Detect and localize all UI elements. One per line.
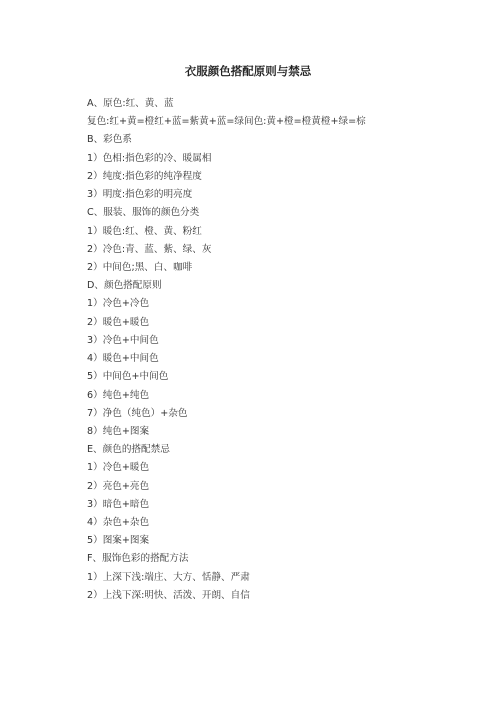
text-line: 1）色相:指色彩的冷、暖属相 [87,152,212,164]
text-line: 3）明度:指色彩的明亮度 [87,189,193,201]
text-line: 1）冷色+冷色 [87,298,150,310]
text-line: 2）亮色+亮色 [87,480,150,492]
text-line: E、颜色的搭配禁忌 [87,444,170,456]
text-line: 2）冷色:青、蓝、紫、绿、灰 [87,243,212,255]
text-line: 1）暖色:红、橙、黄、粉红 [87,225,202,237]
text-line: 2）暖色+暖色 [87,316,150,328]
text-line: 1）上深下浅:端庄、大方、恬静、严肃 [87,571,250,583]
text-line: B、彩色系 [87,134,132,146]
document-body [87,95,467,605]
text-line: C、服装、服饰的颜色分类 [87,207,200,219]
text-line: 7）净色（纯色）+杂色 [87,407,188,419]
document-title: 衣服颜色搭配原则与禁忌 [184,64,312,78]
text-line: 5）中间色+中间色 [87,371,169,383]
text-line: 6）纯色+纯色 [87,389,150,401]
text-line: 2）上浅下深:明快、活泼、开朗、自信 [87,589,250,601]
text-line: 4）杂色+杂色 [87,517,150,529]
text-line: 3）暗色+暗色 [87,498,150,510]
text-line: 2）纯度:指色彩的纯净程度 [87,170,202,182]
text-line: 4）暖色+中间色 [87,353,159,365]
text-line: F、服饰色彩的搭配方法 [87,553,189,565]
text-line: 8）纯色+图案 [87,425,150,437]
text-line: 2）中间色;黑、白、咖啡 [87,261,193,273]
text-line: 3）冷色+中间色 [87,334,159,346]
text-line: 1）冷色+暖色 [87,462,150,474]
text-line: 5）图案+图案 [87,535,150,547]
text-line: A、原色:红、黄、蓝 [87,98,174,109]
text-line: D、颜色搭配原则 [87,280,162,292]
text-line: 复色:红+黄=橙红+蓝=紫黄+蓝=绿间色:黄+橙=橙黄橙+绿=棕 [87,116,366,128]
